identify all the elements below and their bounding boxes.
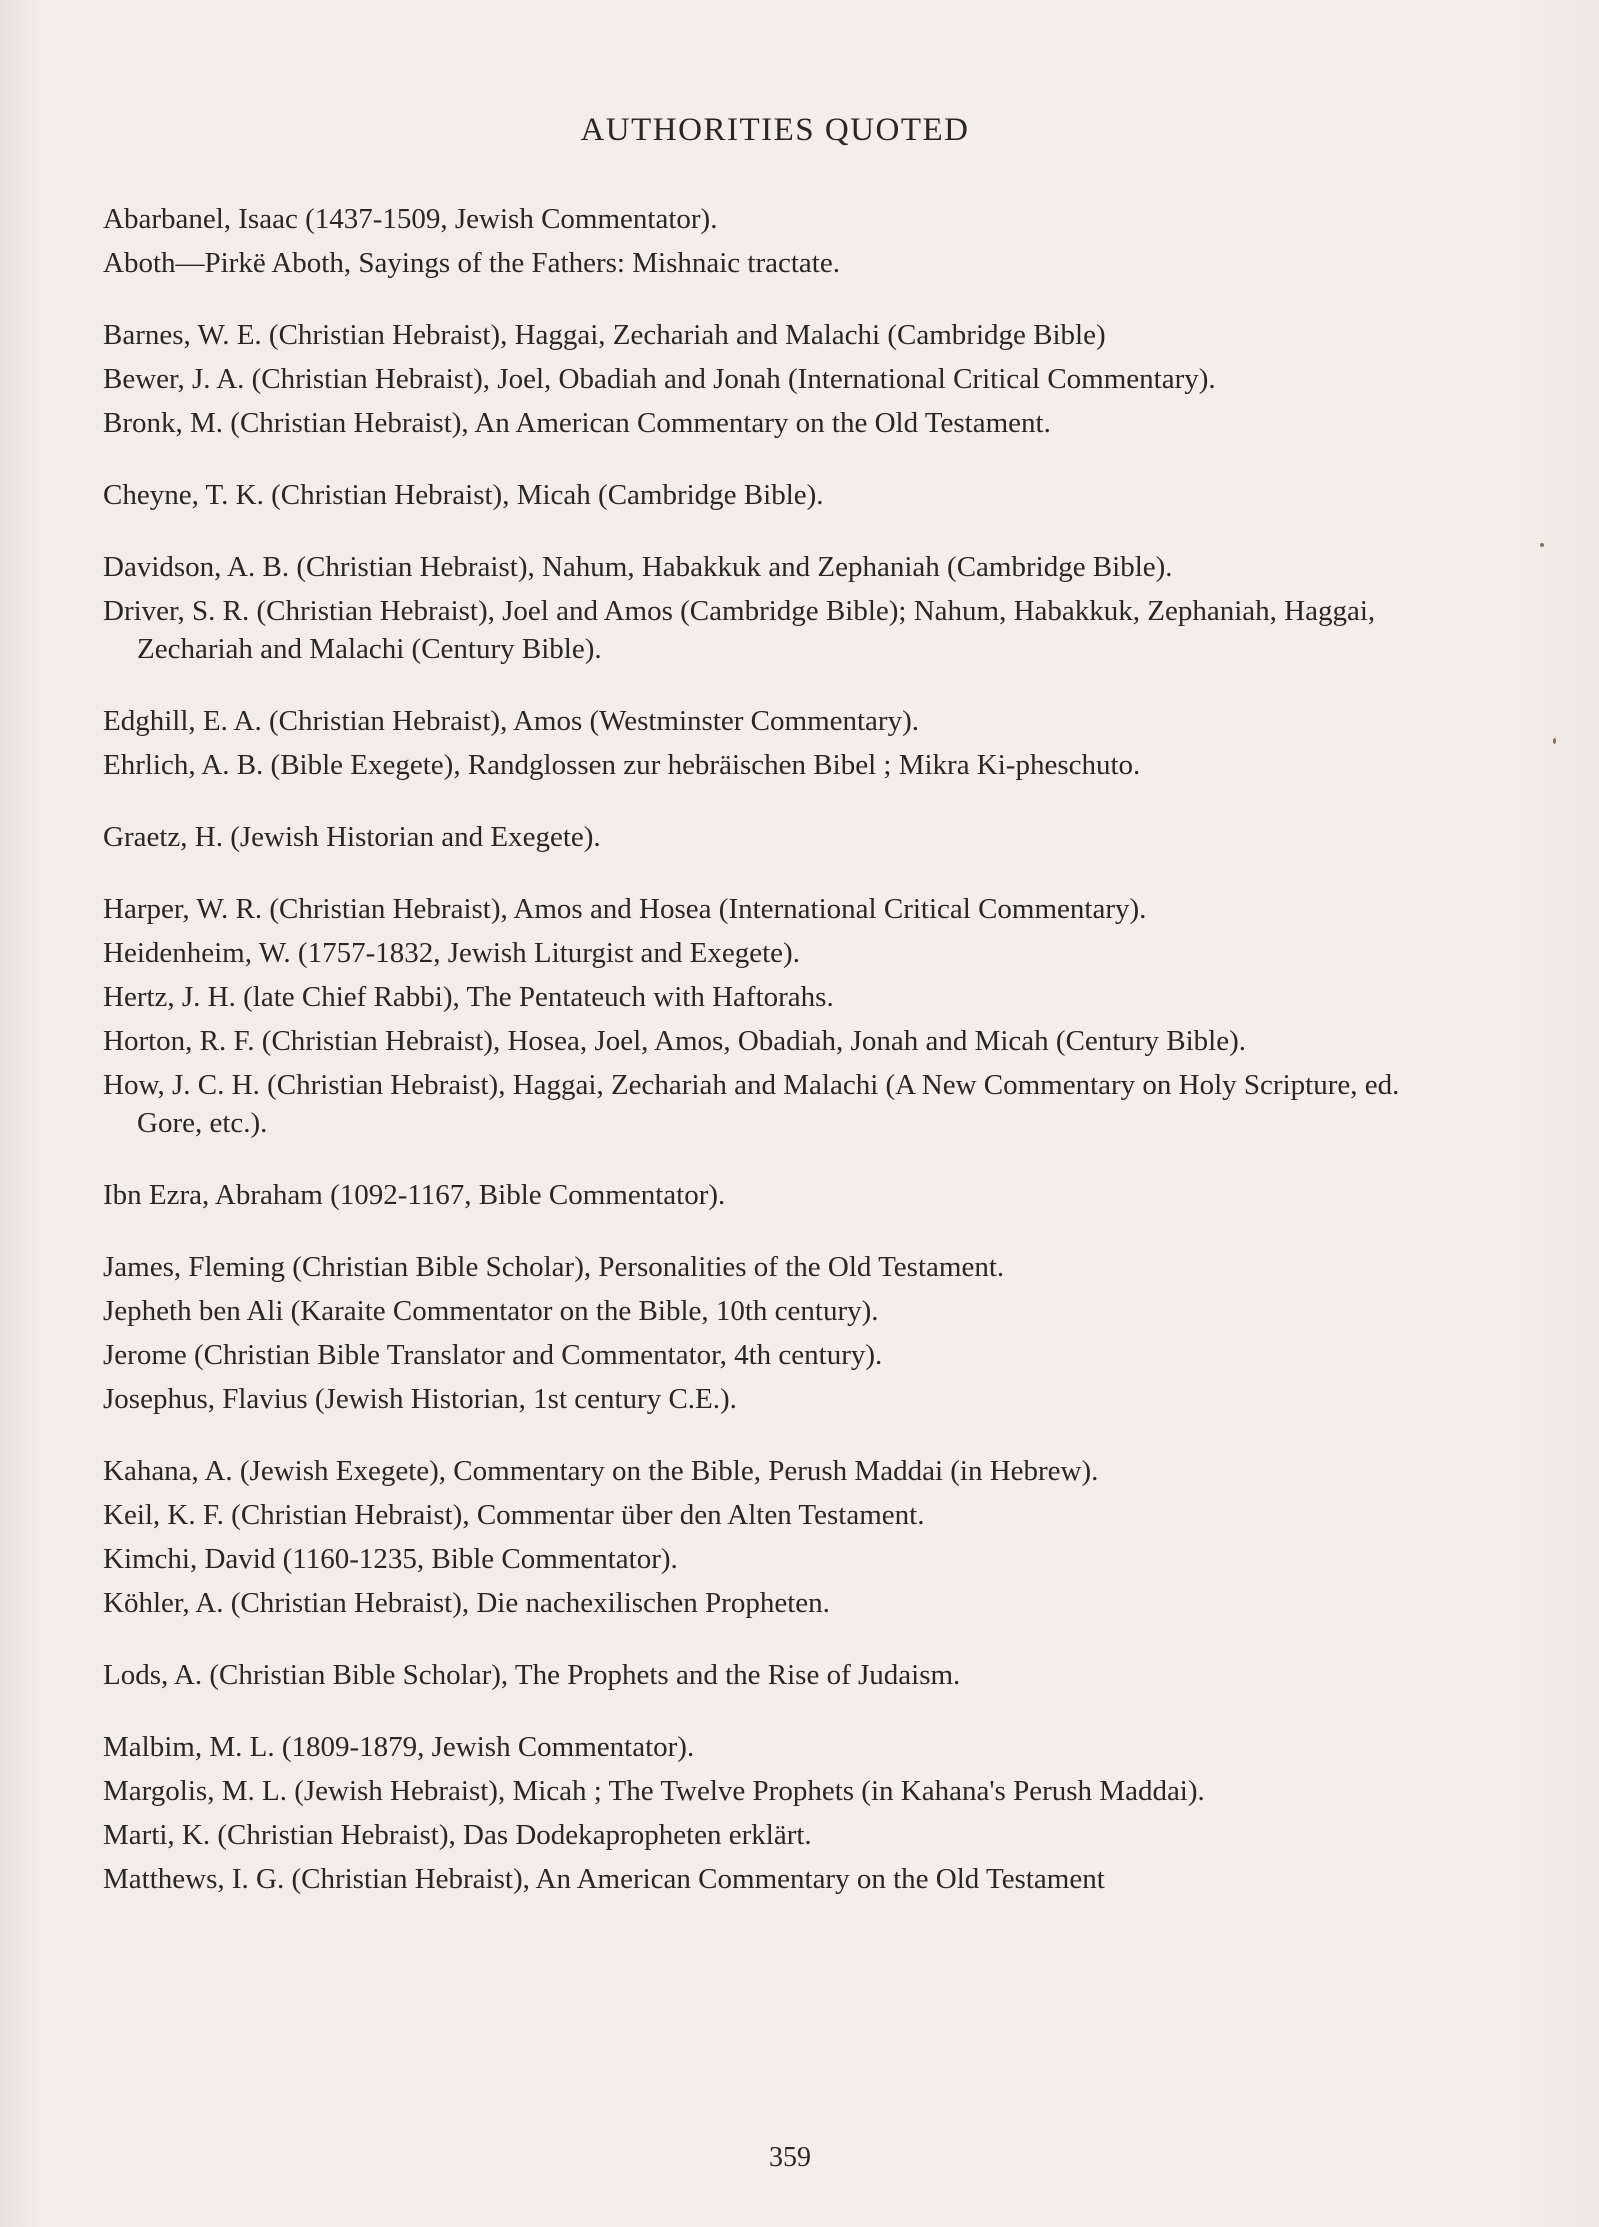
list-item: Marti, K. (Christian Hebraist), Das Dodekapropheten erklärt. [103, 1819, 812, 1851]
authorities-list [103, 200, 1451, 1904]
paper-speck [1553, 738, 1556, 744]
list-item: How, J. C. H. (Christian Hebraist), Haggai, Zechariah and Malachi (A New Commentary on Holy Scripture, ed. Gore, etc.). [103, 1069, 1400, 1139]
list-item: Hertz, J. H. (late Chief Rabbi), The Pentateuch with Haftorahs. [103, 981, 834, 1013]
list-item: Ibn Ezra, Abraham (1092-1167, Bible Commentator). [103, 1179, 726, 1211]
list-item: Josephus, Flavius (Jewish Historian, 1st century C.E.). [103, 1383, 737, 1415]
list-item: Barnes, W. E. (Christian Hebraist), Haggai, Zechariah and Malachi (Cambridge Bible) [103, 319, 1106, 351]
list-item: Malbim, M. L. (1809-1879, Jewish Commentator). [103, 1731, 695, 1763]
list-item: Abarbanel, Isaac (1437-1509, Jewish Commentator). [103, 203, 718, 235]
list-item: Jerome (Christian Bible Translator and Commentator, 4th century). [103, 1339, 883, 1371]
list-item: James, Fleming (Christian Bible Scholar), Personalities of the Old Testament. [103, 1251, 1005, 1283]
list-item: Bewer, J. A. (Christian Hebraist), Joel, Obadiah and Jonah (International Critical Commentary). [103, 363, 1216, 395]
list-item: Matthews, I. G. (Christian Hebraist), An American Commentary on the Old Testament [103, 1863, 1105, 1895]
list-item: Horton, R. F. (Christian Hebraist), Hosea, Joel, Amos, Obadiah, Jonah and Micah (Century Bible). [103, 1025, 1246, 1057]
list-item: Jepheth ben Ali (Karaite Commentator on the Bible, 10th century). [103, 1295, 879, 1327]
list-item: Margolis, M. L. (Jewish Hebraist), Micah ; The Twelve Prophets (in Kahana's Perush Maddai). [103, 1775, 1205, 1807]
paper-speck [1540, 543, 1544, 547]
page-number: 359 [769, 2142, 811, 2173]
list-item: Graetz, H. (Jewish Historian and Exegete). [103, 821, 601, 853]
list-item: Keil, K. F. (Christian Hebraist), Commentar über den Alten Testament. [103, 1499, 925, 1531]
list-item: Bronk, M. (Christian Hebraist), An American Commentary on the Old Testament. [103, 407, 1051, 439]
list-item: Köhler, A. (Christian Hebraist), Die nachexilischen Propheten. [103, 1587, 830, 1619]
list-item: Driver, S. R. (Christian Hebraist), Joel and Amos (Cambridge Bible); Nahum, Habakkuk, Zephaniah, Haggai, Zechariah and Malachi (Century Bible). [103, 595, 1376, 665]
list-item: Aboth—Pirkë Aboth, Sayings of the Fathers: Mishnaic tractate. [103, 247, 840, 279]
list-item: Davidson, A. B. (Christian Hebraist), Nahum, Habakkuk and Zephaniah (Cambridge Bible). [103, 551, 1173, 583]
list-item: Harper, W. R. (Christian Hebraist), Amos and Hosea (International Critical Commentary). [103, 893, 1147, 925]
page-heading: AUTHORITIES QUOTED [580, 112, 970, 148]
list-item: Lods, A. (Christian Bible Scholar), The Prophets and the Rise of Judaism. [103, 1659, 961, 1691]
list-item: Edghill, E. A. (Christian Hebraist), Amos (Westminster Commentary). [103, 705, 919, 737]
list-item: Kahana, A. (Jewish Exegete), Commentary on the Bible, Perush Maddai (in Hebrew). [103, 1455, 1099, 1487]
list-item: Cheyne, T. K. (Christian Hebraist), Micah (Cambridge Bible). [103, 479, 824, 511]
list-item: Ehrlich, A. B. (Bible Exegete), Randglossen zur hebräischen Bibel ; Mikra Ki-pheschuto. [103, 749, 1141, 781]
list-item: Kimchi, David (1160-1235, Bible Commentator). [103, 1543, 678, 1575]
list-item: Heidenheim, W. (1757-1832, Jewish Liturgist and Exegete). [103, 937, 800, 969]
